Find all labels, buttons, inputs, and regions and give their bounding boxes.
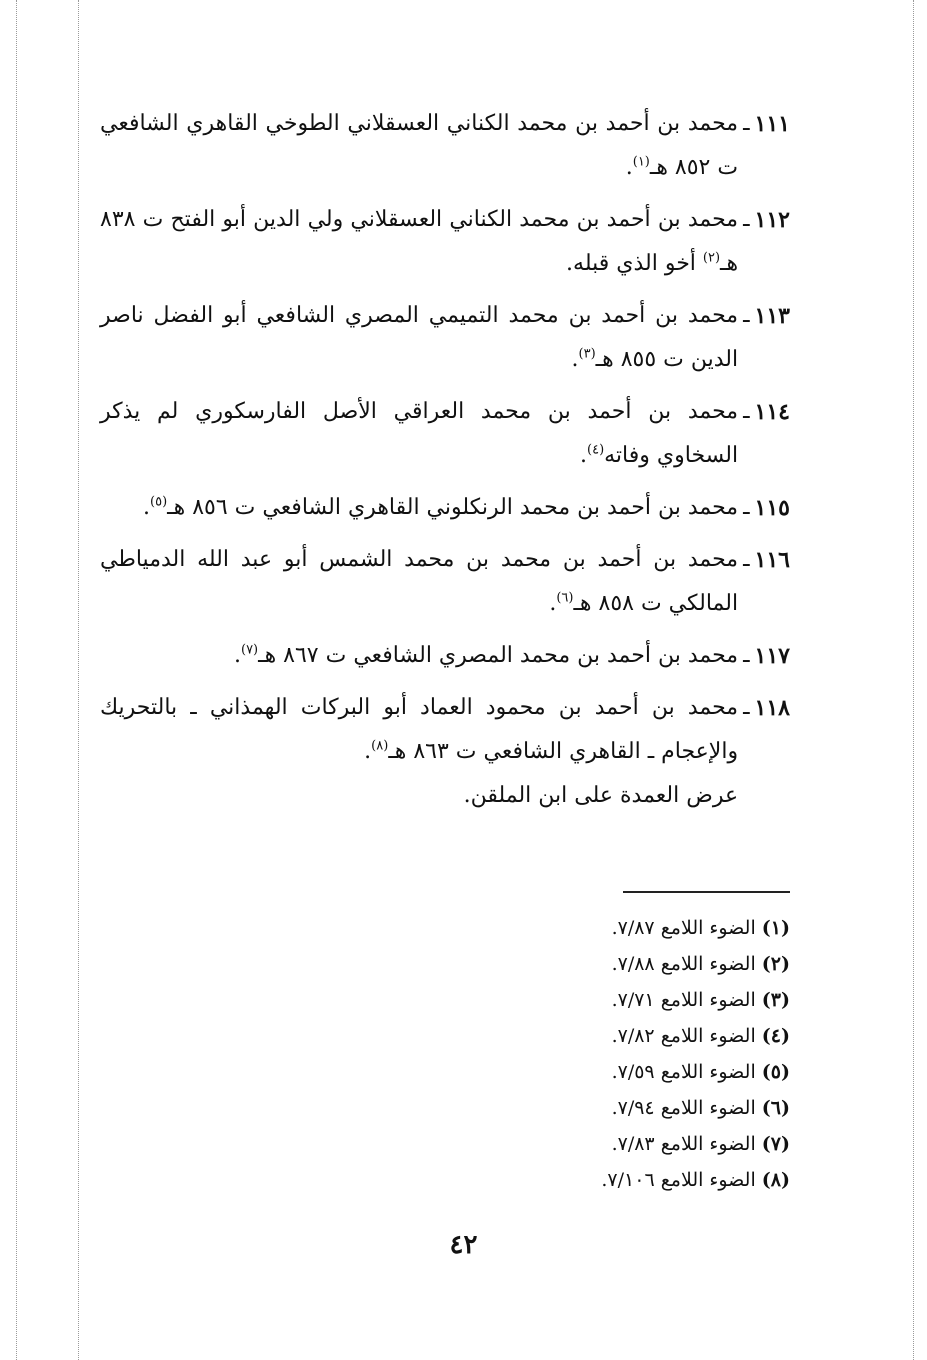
footnote-1 (601, 910, 790, 946)
entry-body: محمد بن أحمد بن محمد الرنكلوني القاهري الشافعي ت ٨٥٦ هـ (167, 495, 739, 520)
entry-text (100, 198, 738, 286)
entry-body: محمد بن أحمد بن محمد التميمي المصري الشافعي أبو الفضل ناصر الدين ت ٨٥٥ هـ (100, 303, 739, 372)
entry-number: ١١١ (754, 111, 790, 137)
entry-end: . (625, 155, 633, 180)
footnote-number: (٥) (761, 1061, 790, 1083)
entry-number: ١١٧ (754, 643, 790, 669)
footnote-2 (601, 946, 790, 982)
footnote-text: الضوء اللامع ٧/٨٣. (611, 1133, 756, 1155)
entry-body: محمد بن أحمد بن محمد العراقي الأصل الفارسكوري لم يذكر السخاوي وفاته (100, 399, 739, 468)
entry-dash: ـ (743, 399, 750, 424)
footnote-text: الضوء اللامع ٧/١٠٦. (601, 1169, 756, 1191)
entry-text (100, 634, 738, 678)
entry-number: ١١٢ (754, 207, 790, 233)
footnote-text: الضوء اللامع ٧/٨٢. (611, 1025, 756, 1047)
entry-end: . (571, 347, 579, 372)
footnote-number: (٤) (761, 1025, 790, 1047)
footnote-number: (٧) (761, 1133, 790, 1155)
footnotes (601, 910, 790, 1198)
footnote-5 (601, 1054, 790, 1090)
entry-text (100, 486, 738, 530)
footnote-text: الضوء اللامع ٧/٨٨. (611, 953, 756, 975)
footnote-4 (601, 1018, 790, 1054)
entry-body: محمد بن أحمد بن محمد الكناني العسقلاني ولي الدين أبو الفتح ت ٨٣٨ هـ (100, 207, 739, 276)
footnote-ref: (٣) (578, 346, 596, 362)
footnote-number: (٦) (761, 1097, 790, 1119)
footnote-7 (601, 1126, 790, 1162)
entry-end: . (364, 739, 372, 764)
entry-118 (100, 686, 790, 818)
entry-body: محمد بن أحمد بن محمد بن محمد الشمس أبو عبد الله الدمياطي المالكي ت ٨٥٨ هـ (100, 547, 739, 616)
footnote-ref: (٢) (702, 250, 721, 266)
footnote-3 (601, 982, 790, 1018)
entry-111 (100, 102, 790, 190)
entry-body: محمد بن أحمد بن محمود العماد أبو البركات الهمذاني ـ بالتحريك والإعجام ـ القاهري الشافعي ت ٨٦٣ هـ (100, 695, 739, 764)
entry-note: عرض العمدة على ابن الملقن. (463, 783, 739, 808)
entry-dash: ـ (743, 207, 750, 232)
scan-guide-line-right (913, 0, 914, 1360)
footnote-ref: (٥) (150, 494, 168, 510)
entry-number: ١١٥ (754, 495, 790, 521)
footnote-6 (601, 1090, 790, 1126)
entry-117 (100, 634, 790, 678)
footnote-text: الضوء اللامع ٧/٧١. (611, 989, 756, 1011)
entry-body: محمد بن أحمد بن محمد المصري الشافعي ت ٨٦٧ هـ (258, 643, 739, 668)
footnote-ref: (٤) (587, 442, 605, 458)
footnote-8 (601, 1162, 790, 1198)
entry-number: ١١٦ (754, 547, 790, 573)
entry-dash: ـ (743, 303, 750, 328)
entry-114 (100, 390, 790, 478)
entry-end: أخو الذي قبله. (566, 251, 703, 276)
footnote-ref: (١) (632, 154, 650, 170)
footnote-text: الضوء اللامع ٧/٥٩. (611, 1061, 756, 1083)
scan-guide-line-margin (78, 0, 79, 1360)
entry-end: . (549, 591, 557, 616)
footnote-ref: (٦) (556, 590, 574, 606)
footnote-ref: (٨) (371, 738, 389, 754)
entry-text (100, 102, 738, 190)
footnote-ref: (٧) (240, 642, 259, 658)
footnote-text: الضوء اللامع ٧/٩٤. (611, 1097, 756, 1119)
entry-text (100, 294, 738, 382)
entry-text (100, 686, 738, 818)
entry-dash: ـ (743, 495, 750, 520)
entry-dash: ـ (743, 643, 750, 668)
entry-text (100, 538, 738, 626)
entry-end: . (233, 643, 241, 668)
footnote-number: (٣) (761, 989, 790, 1011)
entry-dash: ـ (743, 547, 750, 572)
entry-dash: ـ (743, 111, 750, 136)
entry-number: ١١٨ (754, 695, 790, 721)
entry-number: ١١٤ (754, 399, 790, 425)
entry-115 (100, 486, 790, 530)
footnote-number: (٢) (761, 953, 790, 975)
entry-dash: ـ (743, 695, 750, 720)
entry-end: . (580, 443, 587, 468)
entry-end: . (143, 495, 151, 520)
footnote-text: الضوء اللامع ٧/٨٧. (611, 917, 756, 939)
footnote-number: (١) (761, 917, 790, 939)
page-number: ٤٢ (449, 1230, 478, 1260)
entry-number: ١١٣ (754, 303, 790, 329)
entry-116 (100, 538, 790, 626)
entry-text (100, 390, 738, 478)
footnote-divider (623, 891, 790, 893)
footnote-number: (٨) (761, 1169, 790, 1191)
biography-entries (100, 102, 790, 826)
entry-113 (100, 294, 790, 382)
scan-guide-line-left (16, 0, 17, 1360)
entry-body: محمد بن أحمد بن محمد الكناني العسقلاني الطوخي القاهري الشافعي ت ٨٥٢ هـ (100, 111, 739, 180)
entry-112 (100, 198, 790, 286)
